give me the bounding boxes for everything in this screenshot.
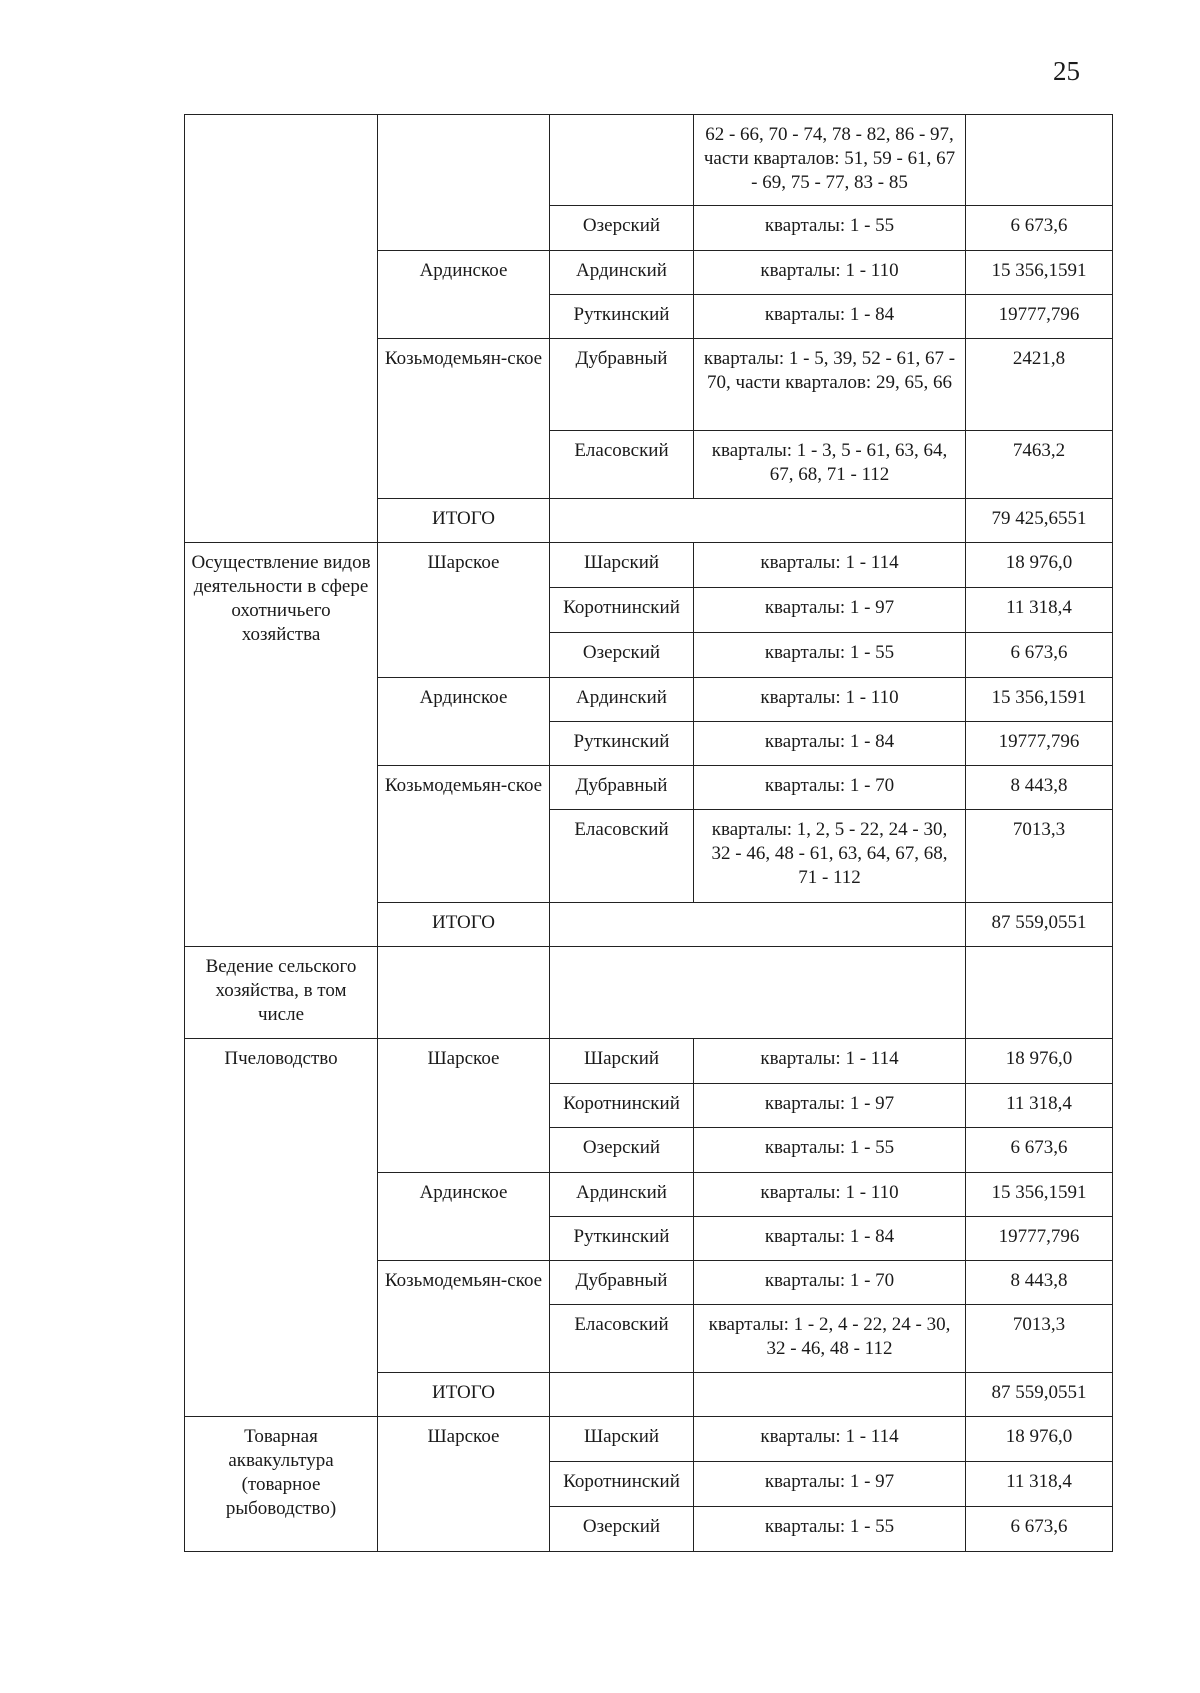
- total-area: 79 425,6551: [966, 499, 1113, 543]
- quarters-cell: кварталы: 1 - 84: [694, 722, 966, 766]
- activity-cell: Ведение сельского хозяйства, в том числе: [185, 947, 378, 1039]
- area-cell: 6 673,6: [966, 206, 1113, 251]
- forestry-cell: Ардинский: [550, 251, 694, 295]
- quarters-cell: кварталы: 1 - 55: [694, 1128, 966, 1173]
- quarters-cell: кварталы: 1 - 84: [694, 1217, 966, 1261]
- total-label: ИТОГО: [378, 499, 550, 543]
- area-cell: 6 673,6: [966, 1128, 1113, 1173]
- area-cell: 18 976,0: [966, 1417, 1113, 1462]
- area-cell: 7463,2: [966, 431, 1113, 499]
- empty-cell: [550, 947, 966, 1039]
- quarters-cell: 62 - 66, 70 - 74, 78 - 82, 86 - 97, части кварталов: 51, 59 - 61, 67 - 69, 75 - 77, 83 - 85: [694, 115, 966, 206]
- quarters-cell: кварталы: 1 - 55: [694, 633, 966, 678]
- forestry-cell: Озерский: [550, 633, 694, 678]
- district-cell: [378, 947, 550, 1039]
- district-cell: [378, 115, 550, 251]
- district-cell: Шарское: [378, 1039, 550, 1173]
- forestry-cell: Коротнинский: [550, 1084, 694, 1128]
- quarters-cell: кварталы: 1, 2, 5 - 22, 24 - 30, 32 - 46, 48 - 61, 63, 64, 67, 68, 71 - 112: [694, 810, 966, 903]
- empty-cell: [550, 1373, 694, 1417]
- area-cell: 15 356,1591: [966, 1173, 1113, 1217]
- quarters-cell: кварталы: 1 - 110: [694, 251, 966, 295]
- quarters-cell: кварталы: 1 - 97: [694, 1084, 966, 1128]
- quarters-cell: кварталы: 1 - 110: [694, 678, 966, 722]
- forestry-cell: Дубравный: [550, 339, 694, 431]
- area-cell: 19777,796: [966, 722, 1113, 766]
- area-cell: 18 976,0: [966, 1039, 1113, 1084]
- activity-cell: Пчеловодство: [185, 1039, 378, 1417]
- table-row: [185, 1039, 1113, 1084]
- quarters-cell: кварталы: 1 - 3, 5 - 61, 63, 64, 67, 68, 71 - 112: [694, 431, 966, 499]
- district-cell: Шарское: [378, 543, 550, 678]
- forestry-cell: Руткинский: [550, 1217, 694, 1261]
- quarters-cell: кварталы: 1 - 5, 39, 52 - 61, 67 - 70, части кварталов: 29, 65, 66: [694, 339, 966, 431]
- table-row: [185, 947, 1113, 1039]
- empty-cell: [550, 903, 966, 947]
- forestry-cell: Ардинский: [550, 1173, 694, 1217]
- quarters-cell: кварталы: 1 - 114: [694, 1039, 966, 1084]
- total-area: 87 559,0551: [966, 903, 1113, 947]
- area-cell: 15 356,1591: [966, 678, 1113, 722]
- empty-cell: [694, 1373, 966, 1417]
- district-cell: Шарское: [378, 1417, 550, 1552]
- area-cell: 7013,3: [966, 1305, 1113, 1373]
- forest-use-table: [184, 114, 1113, 1552]
- area-cell: 18 976,0: [966, 543, 1113, 588]
- area-cell: 11 318,4: [966, 1462, 1113, 1507]
- quarters-cell: кварталы: 1 - 70: [694, 1261, 966, 1305]
- forestry-cell: Шарский: [550, 1039, 694, 1084]
- table-row: [185, 1417, 1113, 1462]
- table-row: [185, 543, 1113, 588]
- empty-cell: [550, 499, 966, 543]
- quarters-cell: кварталы: 1 - 97: [694, 1462, 966, 1507]
- activity-cell: Осуществление видов деятельности в сфере охотничьего хозяйства: [185, 543, 378, 947]
- forestry-cell: Озерский: [550, 1128, 694, 1173]
- forestry-cell: Руткинский: [550, 722, 694, 766]
- forestry-cell: Дубравный: [550, 1261, 694, 1305]
- forestry-cell: Шарский: [550, 543, 694, 588]
- forestry-cell: Руткинский: [550, 295, 694, 339]
- quarters-cell: кварталы: 1 - 110: [694, 1173, 966, 1217]
- area-cell: [966, 115, 1113, 206]
- activity-cell: [185, 115, 378, 543]
- quarters-cell: кварталы: 1 - 84: [694, 295, 966, 339]
- page-number: 25: [1053, 56, 1080, 86]
- total-label: ИТОГО: [378, 1373, 550, 1417]
- forestry-cell: Еласовский: [550, 810, 694, 903]
- forestry-cell: Озерский: [550, 1507, 694, 1552]
- area-cell: 8 443,8: [966, 766, 1113, 810]
- district-cell: Козьмодемьян-ское: [378, 339, 550, 499]
- quarters-cell: кварталы: 1 - 55: [694, 1507, 966, 1552]
- forestry-cell: Еласовский: [550, 1305, 694, 1373]
- forestry-cell: Ардинский: [550, 678, 694, 722]
- area-cell: 15 356,1591: [966, 251, 1113, 295]
- forestry-cell: Коротнинский: [550, 1462, 694, 1507]
- total-area: 87 559,0551: [966, 1373, 1113, 1417]
- area-cell: 6 673,6: [966, 1507, 1113, 1552]
- quarters-cell: кварталы: 1 - 70: [694, 766, 966, 810]
- activity-cell: Товарная аквакультура (товарное рыбоводство): [185, 1417, 378, 1552]
- district-cell: Ардинское: [378, 251, 550, 339]
- quarters-cell: кварталы: 1 - 114: [694, 543, 966, 588]
- forestry-cell: [550, 115, 694, 206]
- area-cell: 7013,3: [966, 810, 1113, 903]
- quarters-cell: кварталы: 1 - 2, 4 - 22, 24 - 30, 32 - 46, 48 - 112: [694, 1305, 966, 1373]
- district-cell: Козьмодемьян-ское: [378, 1261, 550, 1373]
- district-cell: Козьмодемьян-ское: [378, 766, 550, 903]
- district-cell: Ардинское: [378, 1173, 550, 1261]
- area-cell: 8 443,8: [966, 1261, 1113, 1305]
- quarters-cell: кварталы: 1 - 97: [694, 588, 966, 633]
- forestry-cell: Озерский: [550, 206, 694, 251]
- area-cell: 11 318,4: [966, 1084, 1113, 1128]
- area-cell: [966, 947, 1113, 1039]
- forestry-cell: Шарский: [550, 1417, 694, 1462]
- district-cell: Ардинское: [378, 678, 550, 766]
- total-label: ИТОГО: [378, 903, 550, 947]
- area-cell: 11 318,4: [966, 588, 1113, 633]
- forestry-cell: Дубравный: [550, 766, 694, 810]
- area-cell: 19777,796: [966, 295, 1113, 339]
- quarters-cell: кварталы: 1 - 55: [694, 206, 966, 251]
- quarters-cell: кварталы: 1 - 114: [694, 1417, 966, 1462]
- forestry-cell: Еласовский: [550, 431, 694, 499]
- forestry-cell: Коротнинский: [550, 588, 694, 633]
- table-row: [185, 115, 1113, 206]
- area-cell: 19777,796: [966, 1217, 1113, 1261]
- area-cell: 2421,8: [966, 339, 1113, 431]
- area-cell: 6 673,6: [966, 633, 1113, 678]
